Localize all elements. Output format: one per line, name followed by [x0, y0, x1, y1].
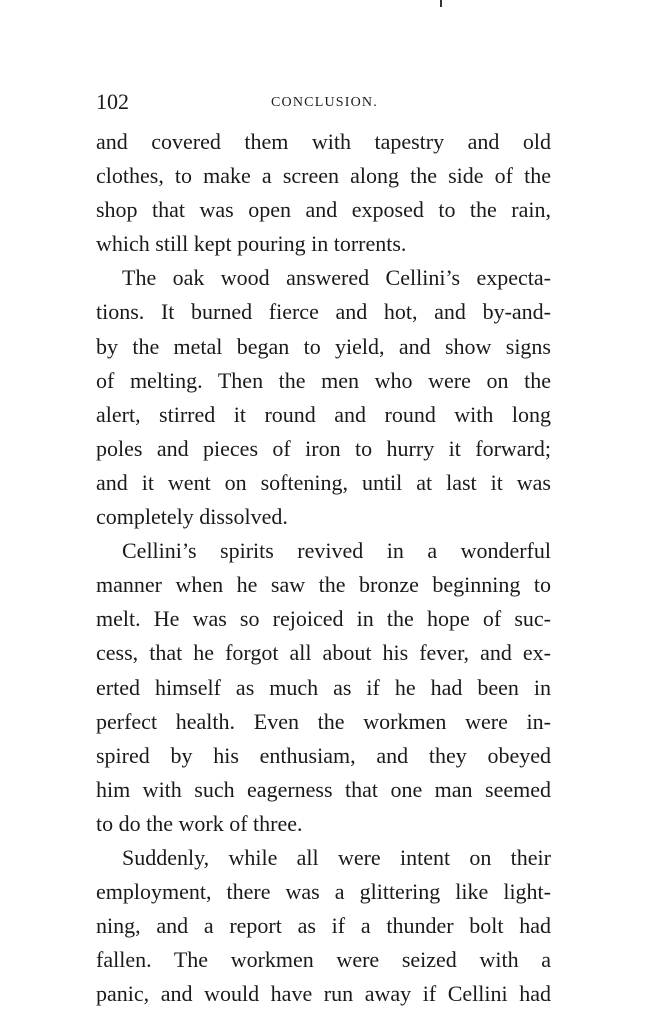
text-line: and it went on softening, until at last it was — [96, 469, 551, 495]
paragraph — [96, 261, 551, 534]
text-line: completely dissolved. — [96, 504, 288, 530]
text-line: manner when he saw the bronze beginning to — [96, 572, 551, 598]
text-line: employment, there was a glittering like light- — [96, 879, 551, 905]
text-line: clothes, to make a screen along the side of the — [96, 163, 551, 189]
paragraph — [96, 125, 551, 261]
text-line: perfect health. Even the workmen were in- — [96, 708, 551, 734]
text-line: shop that was open and exposed to the rain, — [96, 197, 551, 223]
text-line: tions. It burned fierce and hot, and by-and- — [96, 299, 551, 325]
text-line: which still kept pouring in torrents. — [96, 231, 407, 257]
text-line: alert, stirred it round and round with long — [96, 401, 551, 427]
paragraph — [96, 534, 551, 841]
text-line: The oak wood answered Cellini’s expecta- — [122, 265, 551, 291]
body-text — [96, 125, 551, 1011]
running-title: CONCLUSION. — [271, 95, 378, 110]
text-line: fallen. The workmen were seized with a — [96, 947, 551, 973]
page-number: 102 — [96, 89, 129, 114]
text-line: spired by his enthusiam, and they obeyed — [96, 742, 551, 768]
paragraph — [96, 841, 551, 1011]
text-line: cess, that he forgot all about his fever, and ex- — [96, 640, 551, 666]
text-line: Suddenly, while all were intent on their — [122, 844, 551, 870]
text-line: panic, and would have run away if Cellini had — [96, 981, 551, 1007]
text-line: by the metal began to yield, and show signs — [96, 333, 551, 359]
text-line: and covered them with tapestry and old — [96, 129, 551, 154]
text-line: erted himself as much as if he had been in — [96, 674, 551, 700]
text-line: to do the work of three. — [96, 810, 303, 836]
text-line: poles and pieces of iron to hurry it forward; — [96, 435, 551, 461]
text-line: him with such eagerness that one man seemed — [96, 776, 551, 802]
running-head — [96, 90, 551, 114]
text-line: of melting. Then the men who were on the — [96, 367, 551, 393]
text-line: ning, and a report as if a thunder bolt had — [96, 913, 551, 939]
scan-mark — [440, 0, 442, 7]
text-line: Cellini’s spirits revived in a wonderful — [122, 538, 551, 564]
text-line: melt. He was so rejoiced in the hope of suc- — [96, 606, 551, 632]
